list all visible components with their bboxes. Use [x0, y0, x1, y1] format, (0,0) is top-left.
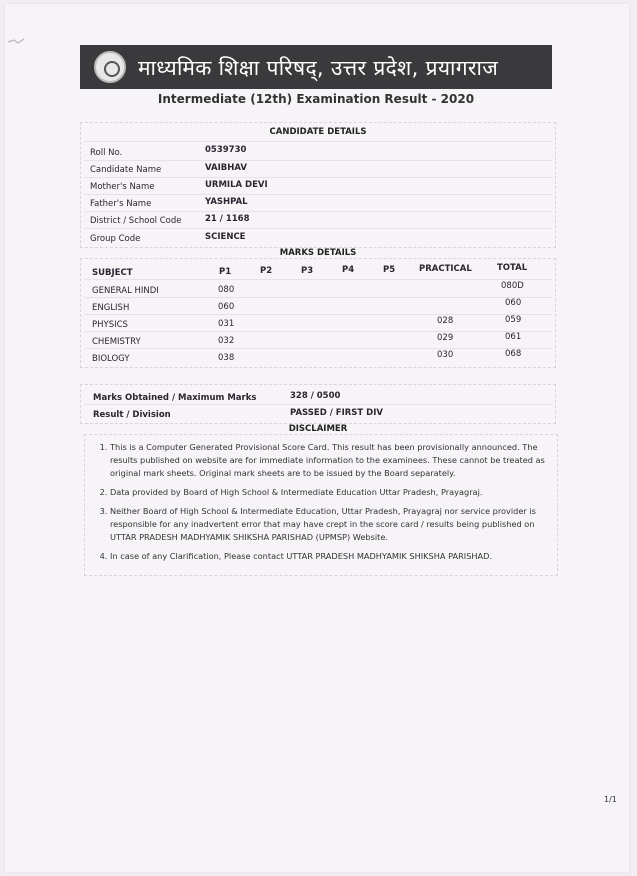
divider	[84, 404, 552, 405]
p1-marks: 032	[218, 336, 235, 346]
disclaimer-item: 4. In case of any Clarification, Please contact UTTAR PRADESH MADHYAMIK SHIKSHA PARISHAD.	[110, 550, 558, 563]
p1-marks: 038	[218, 353, 235, 363]
candidate-section-title: CANDIDATE DETAILS	[269, 127, 367, 137]
detail-label: District / School Code	[90, 216, 182, 226]
divider	[84, 194, 552, 195]
marks-header-total: TOTAL	[497, 263, 528, 273]
divider	[84, 160, 552, 161]
page-number: 1/1	[604, 795, 617, 804]
subject-name: ENGLISH	[92, 303, 130, 313]
detail-label: Mother's Name	[90, 182, 155, 192]
subject-name: PHYSICS	[92, 320, 128, 330]
marks-header-p4: P4	[342, 265, 355, 275]
result-division-value: PASSED / FIRST DIV	[290, 408, 383, 418]
disclaimer-item: 3. Neither Board of High School & Intermediate Education, Uttar Pradesh, Prayagraj nor service provider is responsible for any inadvertent error that may have crept in the score card / results being published on UTTAR PRADESH MADHYAMIK SHIKSHA PARISHAD (UPMSP) Website.	[110, 505, 558, 544]
divider	[84, 297, 552, 298]
result-division-label: Result / Division	[93, 410, 171, 420]
scan-speck	[6, 36, 28, 46]
detail-label: Father's Name	[90, 199, 152, 209]
total-marks: 059	[505, 315, 522, 325]
detail-label: Candidate Name	[90, 165, 162, 175]
practical-marks: 028	[437, 316, 454, 326]
total-marks: 068	[505, 349, 522, 359]
subject-name: BIOLOGY	[92, 354, 130, 364]
subject-name: GENERAL HINDI	[92, 286, 159, 296]
board-logo-icon	[94, 51, 126, 83]
detail-value: VAIBHAV	[205, 163, 247, 173]
divider	[84, 228, 552, 229]
subject-name: CHEMISTRY	[92, 337, 141, 347]
disclaimer-title: DISCLAIMER	[288, 424, 348, 434]
board-name: माध्यमिक शिक्षा परिषद्, उत्तर प्रदेश, प्रयागराज	[138, 56, 499, 80]
detail-value: SCIENCE	[205, 232, 246, 242]
divider	[84, 331, 552, 332]
divider	[84, 211, 552, 212]
disclaimer-list	[96, 441, 558, 569]
marks-header-p5: P5	[383, 265, 396, 275]
p1-marks: 060	[218, 302, 235, 312]
detail-value: URMILA DEVI	[205, 180, 268, 190]
divider	[84, 141, 552, 142]
marks-header-practical: PRACTICAL	[419, 264, 472, 274]
detail-label: Group Code	[90, 234, 141, 244]
marks-details-box	[80, 258, 556, 368]
marks-obtained-label: Marks Obtained / Maximum Marks	[93, 393, 257, 403]
p1-marks: 031	[218, 319, 235, 329]
practical-marks: 030	[437, 350, 454, 360]
marks-header-p3: P3	[301, 266, 314, 276]
p1-marks: 080	[218, 285, 235, 295]
marks-header-subject: SUBJECT	[92, 268, 133, 278]
total-marks: 061	[505, 332, 522, 342]
marks-header-p1: P1	[219, 267, 232, 277]
disclaimer-item: 1. This is a Computer Generated Provisional Score Card. This result has been provisionally announced. The results published on website are for immediate information to the examinees. These cannot be treated as original mark sheets. Original mark sheets are to be issued by the Board separately.	[110, 441, 558, 480]
detail-value: 0539730	[205, 145, 247, 155]
marks-section-title: MARKS DETAILS	[279, 248, 357, 258]
header-banner	[80, 45, 552, 89]
detail-value: 21 / 1168	[205, 214, 250, 224]
total-marks: 060	[505, 298, 522, 308]
divider	[84, 279, 552, 280]
practical-marks: 029	[437, 333, 454, 343]
marks-header-p2: P2	[260, 266, 273, 276]
marks-obtained-value: 328 / 0500	[290, 391, 341, 401]
disclaimer-item: 2. Data provided by Board of High School & Intermediate Education Uttar Pradesh, Prayagraj.	[110, 486, 558, 499]
detail-label: Roll No.	[90, 148, 123, 158]
exam-title: Intermediate (12th) Examination Result - 2020	[157, 92, 475, 106]
divider	[84, 314, 552, 315]
total-marks: 080D	[501, 281, 524, 291]
detail-value: YASHPAL	[205, 197, 248, 207]
divider	[84, 348, 552, 349]
divider	[84, 177, 552, 178]
